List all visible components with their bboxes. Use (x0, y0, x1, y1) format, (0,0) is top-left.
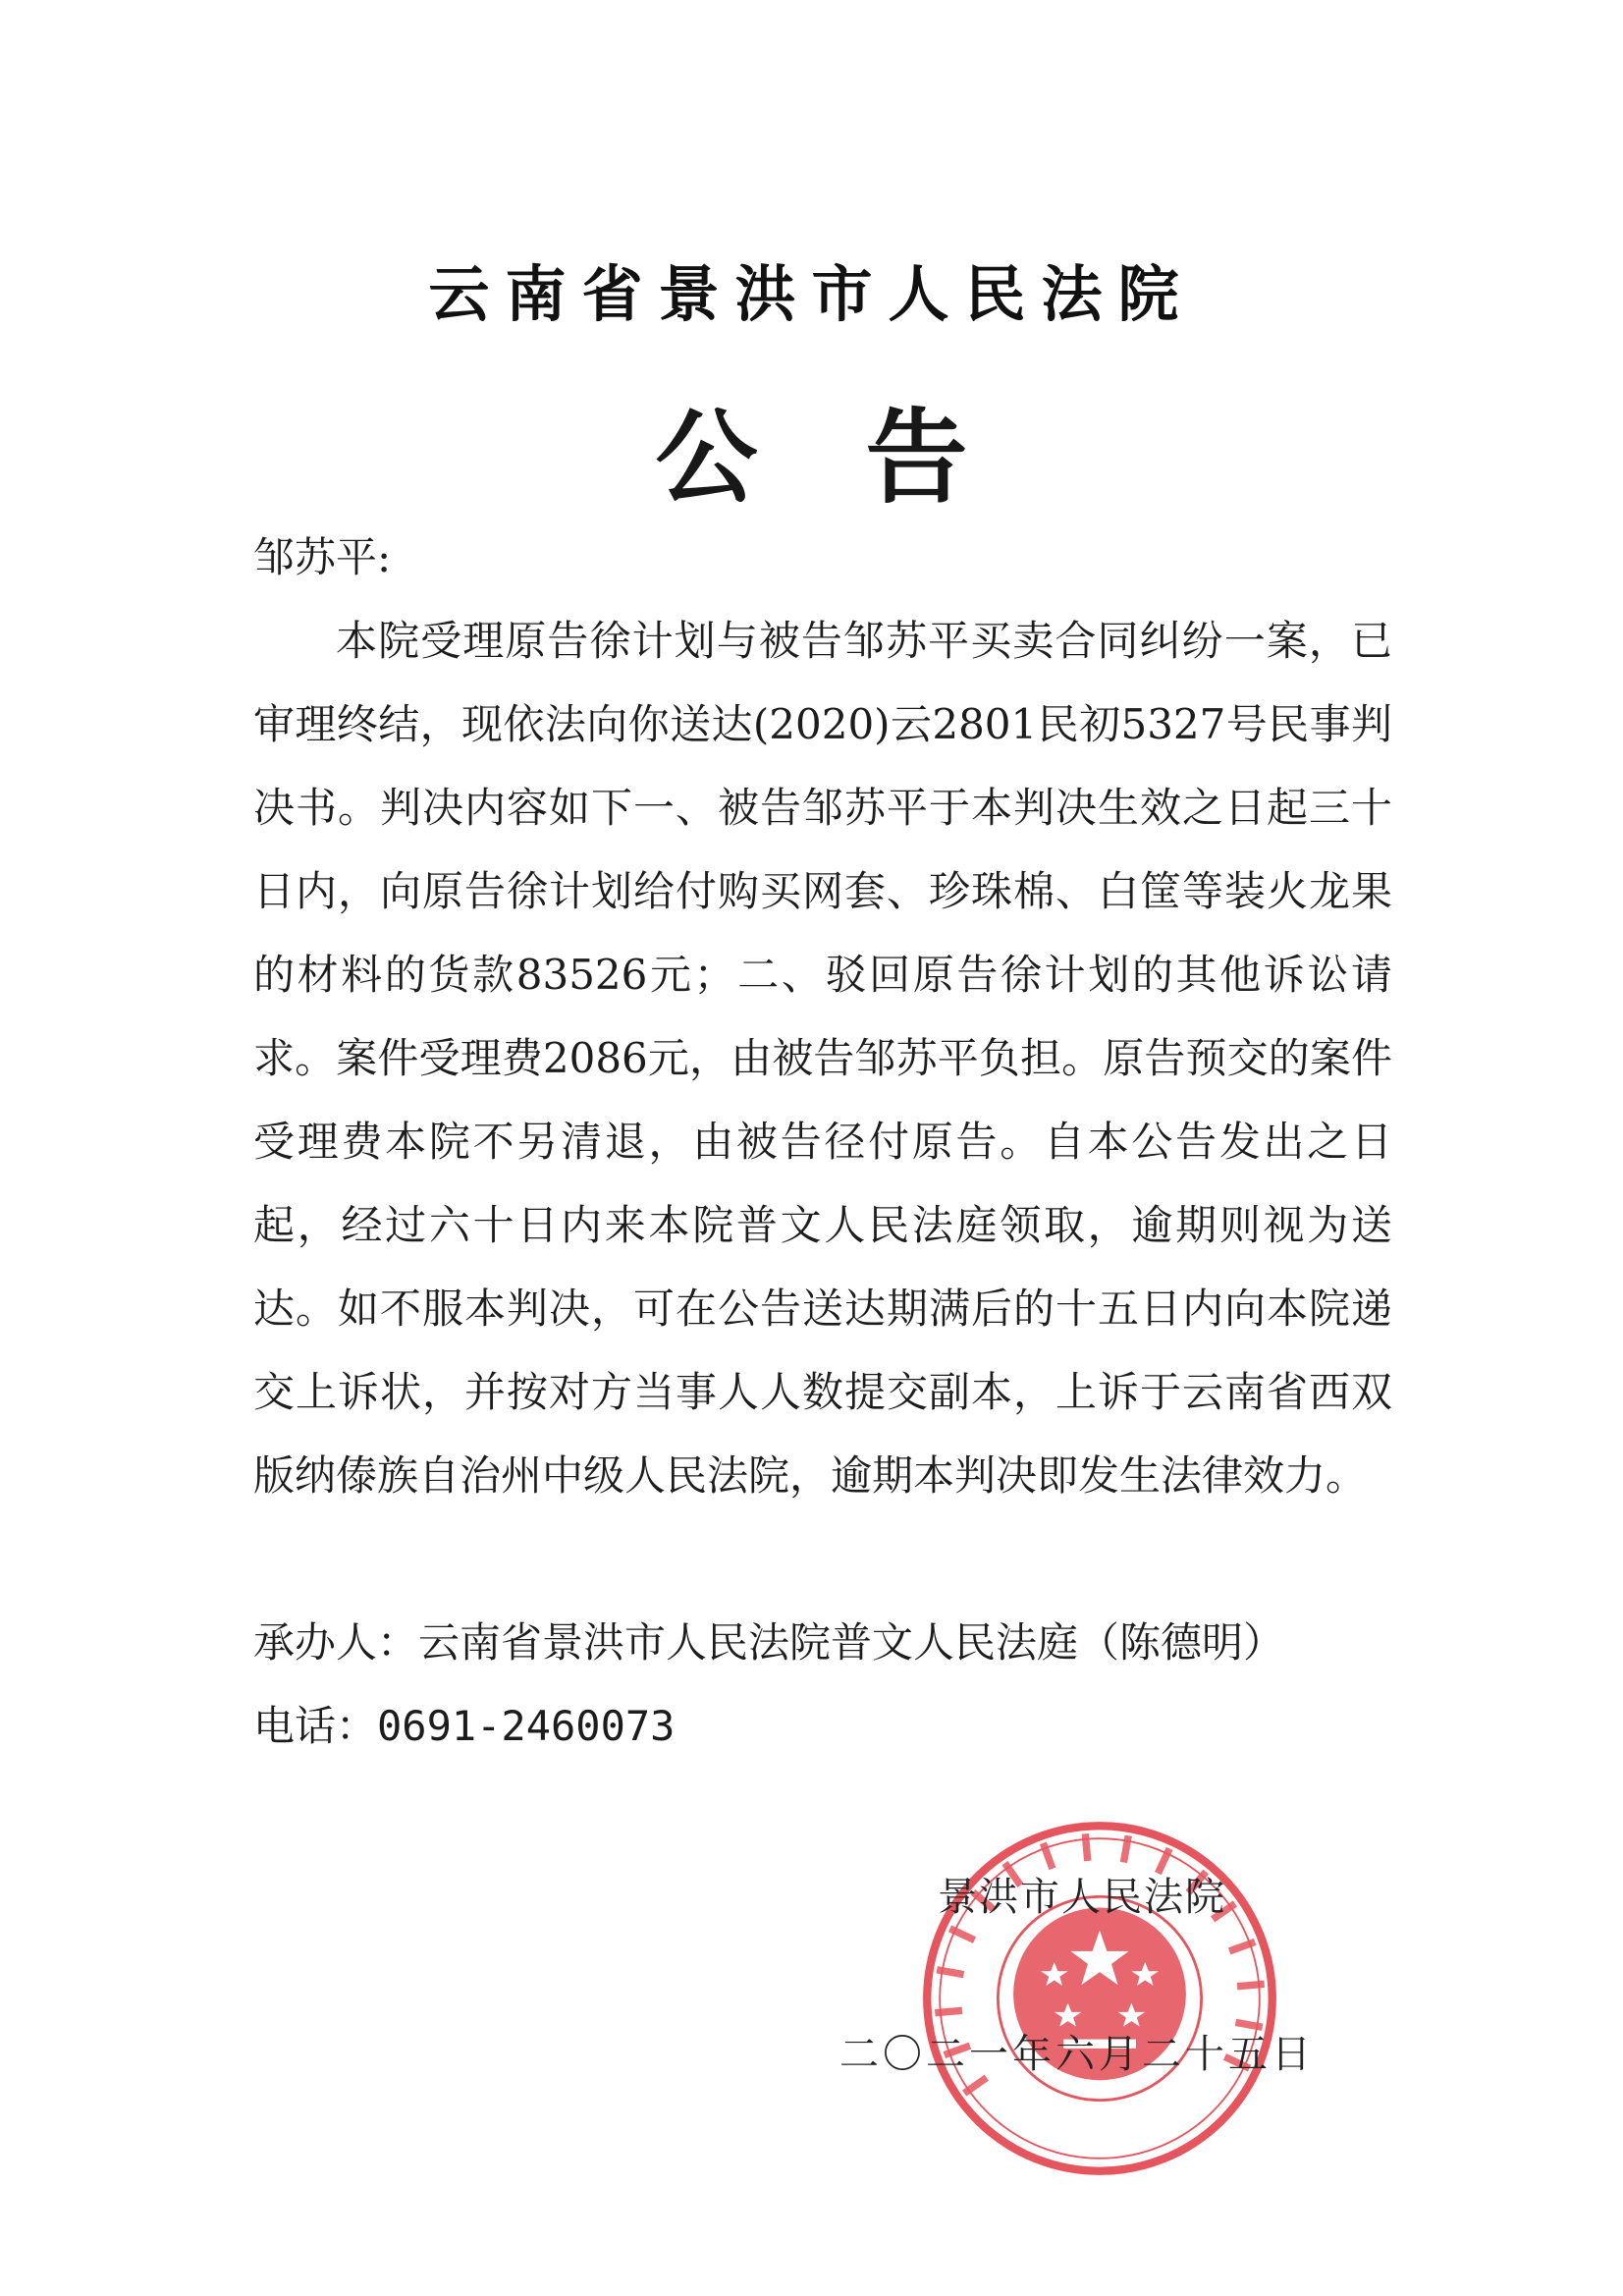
signing-date: 二〇二一年六月二十五日 (839, 2032, 1315, 2077)
addressee: 邹苏平: (253, 533, 392, 581)
handler-line: 承办人：云南省景洪市人民法院普文人民法庭（陈德明） (253, 1618, 1285, 1667)
court-name-heading: 云南省景洪市人民法院 (428, 258, 1195, 330)
document-title: 公告 (655, 398, 1076, 518)
signing-court: 景洪市人民法院 (938, 1875, 1226, 1920)
notice-body: 本院受理原告徐计划与被告邹苏平买卖合同纠纷一案，已审理终结，现依法向你送达(2020)云2801民初5327号民事判决书。判决内容如下一、被告邹苏平于本判决生效之日起三十日内，向原告徐计划给付购买网套、珍珠棉、白筐等装火龙果的材料的货款83526元；二、驳回原告徐计划的其他诉讼请求。案件受理费2086元，由被告邹苏平负担。原告预交的案件受理费本院不另清退，由被告径付原告。自本公告发出之日起，经过六十日内来本院普文人民法庭领取，逾期则视为送达。如不服本判决，可在公告送达期满后的十五日内向本院递交上诉状，并按对方当事人人数提交副本，上诉于云南省西双版纳傣族自治州中级人民法院，逾期本判决即发生法律效力。 (253, 617, 1392, 1500)
phone-line: 电话：0691-2460073 (253, 1702, 676, 1750)
